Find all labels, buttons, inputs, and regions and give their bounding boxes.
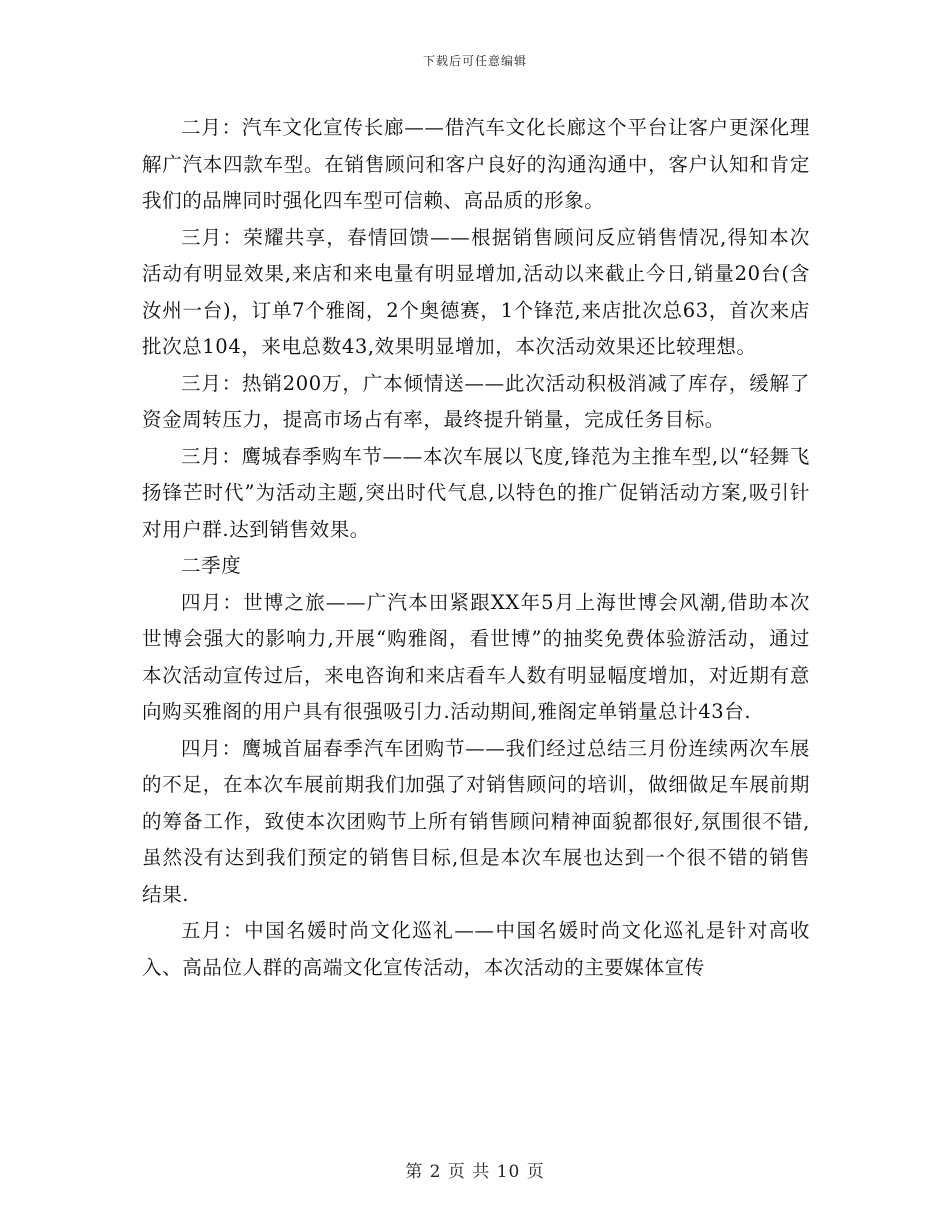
paragraph-march-spring-car-festival: 三月：鹰城春季购车节——本次车展以飞度,锋范为主推车型,以“轻舞飞扬锋芒时代”为活动主题,突出时代气息,以特色的推广促销活动方案,吸引针对用户群.达到销售效果。 [142,444,810,541]
paragraph-april-expo-trip: 四月：世博之旅——广汽本田紧跟XX年5月上海世博会风潮,借助本次世博会强大的影响力,开展“购雅阁，看世博”的抽奖免费体验游活动，通过本次活动宣传过后，来电咨询和来店看车人数有明显幅度增加，对近期有意向购买雅阁的用户具有很强吸引力.活动期间,雅阁定单销量总计43台. [142,590,810,723]
paragraph-may-fashion-tour: 五月：中国名媛时尚文化巡礼——中国名媛时尚文化巡礼是针对高收入、高品位人群的高端文化宣传活动，本次活动的主要媒体宣传 [142,919,810,979]
paragraph-march-glory-share: 三月：荣耀共享，春情回馈——根据销售顾问反应销售情况,得知本次活动有明显效果,来店和来电量有明显增加,活动以来截止今日,销量20台(含汝州一台)，订单7个雅阁，2个奥德赛，1个锋范,来店批次总63，首次来店批次总104，来电总数43,效果明显增加，本次活动效果还比较理想。 [142,225,810,358]
paragraph-april-group-buy: 四月：鹰城首届春季汽车团购节——我们经过总结三月份连续两次车展的不足，在本次车展前期我们加强了对销售顾问的培训，做细做足车展前期的筹备工作，致使本次团购节上所有销售顾问精神面貌都很好,氛围很不错,虽然没有达到我们预定的销售目标,但是本次车展也达到一个很不错的销售结果. [142,736,810,906]
section-heading-q2: 二季度 [181,554,242,577]
paragraph-february-culture-gallery: 二月：汽车文化宣传长廊——借汽车文化长廊这个平台让客户更深化理解广汽本四款车型。在销售顾问和客户良好的沟通沟通中，客户认知和肯定我们的品牌同时强化四车型可信赖、高品质的形象。 [142,116,810,212]
page-footer: 第 2 页 共 10 页 [405,1162,545,1182]
document-body [142,110,810,986]
page-header: 下载后可任意编辑 [422,54,527,68]
paragraph-march-hot-sale: 三月：热销200万，广本倾情送——此次活动积极消减了库存，缓解了资金周转压力，提高市场占有率，最终提升销量，完成任务目标。 [142,371,810,431]
